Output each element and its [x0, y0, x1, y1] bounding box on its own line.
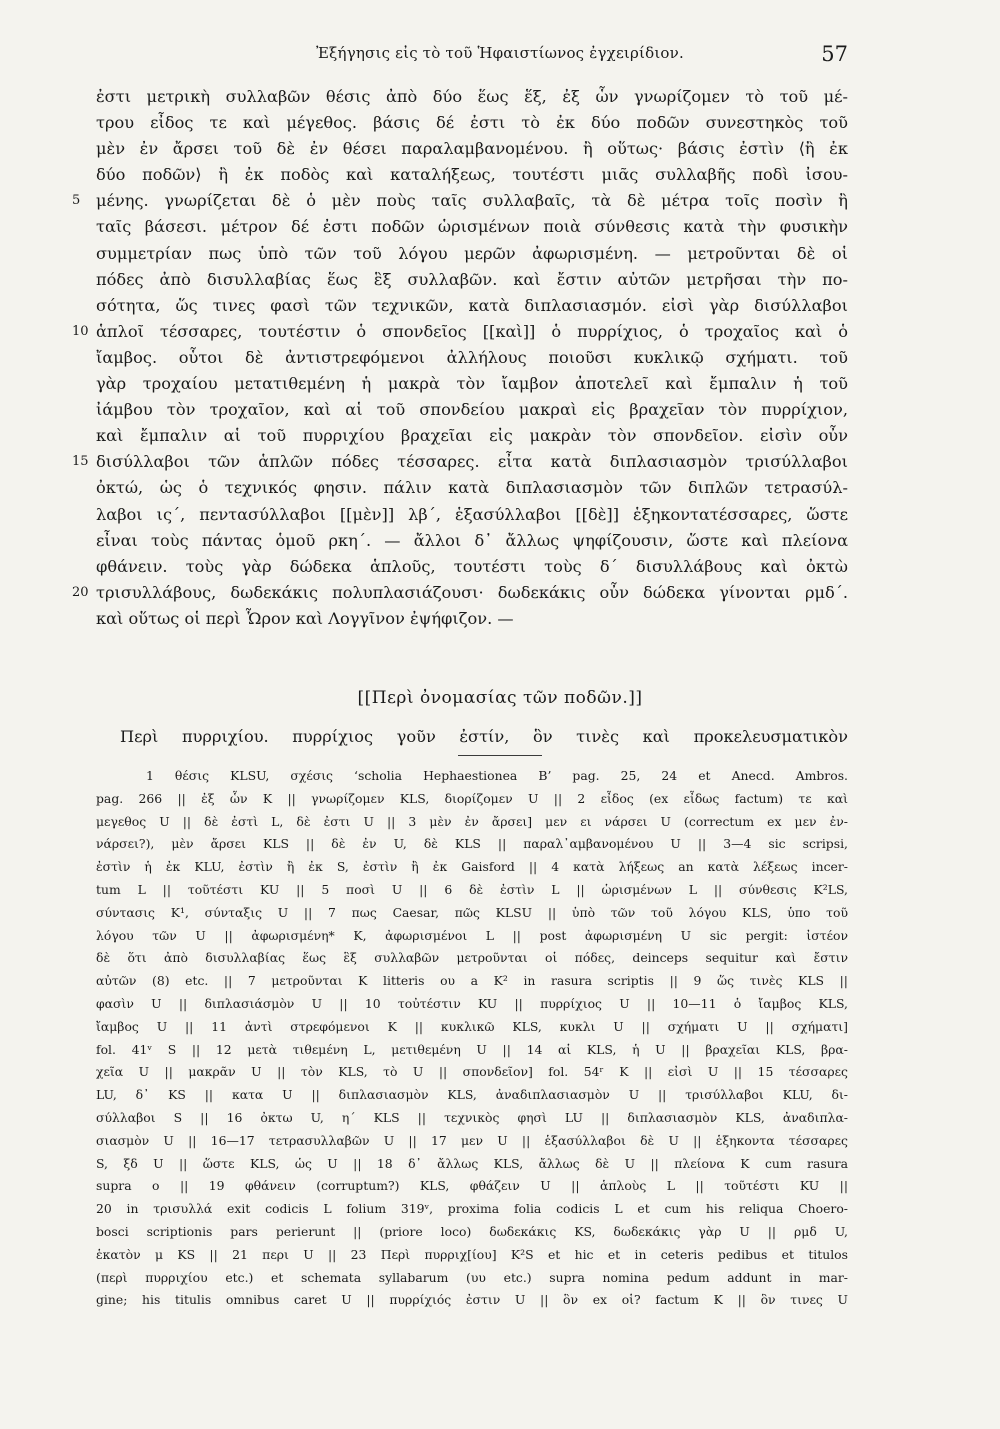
apparatus-line: supra ο || 19 φθάνειν (corruptum?) KLS, φθάζειν U || ἁπλοὺς L || τοῦτέστι KU ||: [96, 1178, 848, 1194]
line-text: καὶ ἔμπαλιν αἱ τοῦ πυρριχίου βραχεῖαι εἰς μακρὰν τὸν σπονδεῖον. εἰσὶν οὖν: [96, 426, 848, 446]
line-text: δύο ποδῶν⟩ ἢ ἐκ ποδὸς καὶ καταλήξεως, τουτέστι μιᾶς συλλαβῆς ποδὶ ἰσου-: [96, 165, 848, 185]
text-line: [96, 606, 848, 632]
apparatus-line: pag. 266 || ἐξ ὧν K || γνωρίζομεν KLS, διορίζομεν U || 2 εἶδος (ex εἶδως factum) τε καὶ: [96, 790, 848, 806]
apparatus-line: bosci scriptionis pars perierunt || (priore loco) δωδεκάκις KS, δωδεκάκις γὰρ U || ρμδ U,: [96, 1223, 848, 1239]
section-heading: [[Περὶ ὀνομασίας τῶν ποδῶν.]]: [357, 688, 643, 708]
text-line: [72, 449, 848, 475]
line-text: δισύλλαβοι τῶν ἁπλῶν πόδες τέσσαρες. εἶτα κατὰ διπλασιασμὸν τρισύλλαβοι: [96, 452, 848, 472]
apparatus-line: δὲ ὅτι ἀπὸ δισυλλαβίας ἕως ἓξ συλλαβῶν μετροῦνται οἱ πόδες, deinceps sequitur καὶ ἔστιν: [96, 950, 848, 966]
line-text: συμμετρίαν πως ὑπὸ τῶν τοῦ λόγου μερῶν ἀφωρισμένη. — μετροῦνται δὲ οἱ: [96, 243, 848, 263]
text-line: [96, 475, 848, 501]
apparatus-line: χεῖα U || μακρᾶν U || τὸν KLS, τὸ U || σπονδεῖον] fol. 54ʳ K || εἰσὶ U || 15 τέσσαρες: [96, 1064, 848, 1080]
apparatus-line: νάρσει?), μὲν ἄρσει KLS || δὲ ἐν U, δὲ KLS || παραλ᾽αμβανομένου U || 3—4 sic scripsi,: [96, 836, 848, 852]
text-line: [72, 188, 848, 214]
line-number: 20: [72, 584, 89, 600]
apparatus-line: S, ξδ U || ὥστε KLS, ὡς U || 18 δ᾽ ἄλλως KLS, ἄλλως δὲ U || πλείονα K cum rasura: [96, 1155, 848, 1171]
apparatus-line: fol. 41ᵛ S || 12 μετὰ τιθεμένη L, μετιθεμένη U || 14 αἱ KLS, ἡ U || βραχεῖαι KLS, βρα-: [96, 1041, 848, 1057]
text-line: [96, 397, 848, 423]
text-line: [96, 371, 848, 397]
text-line: [96, 423, 848, 449]
text-line: [96, 241, 848, 267]
line-text: εἶναι τοὺς πάντας ὁμοῦ ρκη´. — ἄλλοι δ᾽ ἄλλως ψηφίζουσιν, ὥστε καὶ πλείονα: [96, 530, 848, 550]
running-title: Ἐξήγησις εἰς τὸ τοῦ Ἡφαιστίωνος ἐγχειρίδιον.: [316, 44, 684, 62]
apparatus-line: gine; his titulis omnibus caret U || πυρρίχιός ἐστιν U || ὃν ex οἱ? factum K || ὃν τινες U: [96, 1292, 848, 1308]
apparatus-line: ἐστὶν ἡ ἐκ KLU, ἐστὶν ἢ ἐκ S, ἐστὶν ἢ ἐκ Gaisford || 4 κατὰ λήξεως an κατὰ λέξεως incer-: [96, 859, 848, 875]
line-text: ἴαμβος. οὗτοι δὲ ἀντιστρεφόμενοι ἀλλήλους ποιοῦσι κυκλικῷ σχήματι. τοῦ: [96, 347, 848, 367]
apparatus-line: ἑκατὸν μ KS || 21 περι U || 23 Περὶ πυρριχ[ίου] K²S et hic et in ceteris pedibus et titulos: [96, 1246, 848, 1262]
line-number: 15: [72, 454, 89, 470]
line-number: 10: [72, 323, 89, 339]
main-text-block: [72, 84, 848, 632]
text-line: [96, 554, 848, 580]
line-text: ἁπλοῖ τέσσαρες, τουτέστιν ὁ σπονδεῖος [[καὶ]] ὁ πυρρίχιος, ὁ τροχαῖος καὶ ὁ: [96, 321, 848, 341]
apparatus-line: ἴαμβος U || 11 ἀντὶ στρεφόμενοι K || κυκλικῶ KLS, κυκλι U || σχήματι U || σχήματι]: [96, 1018, 848, 1034]
text-line: [96, 293, 848, 319]
line-text: καὶ οὕτως οἱ περὶ Ὧρον καὶ Λογγῖνον ἐψήφιζον. —: [96, 608, 514, 628]
apparatus-line: (περὶ πυρριχίου etc.) et schemata syllabarum (υυ etc.) supra nomina pedum addunt in mar-: [96, 1269, 848, 1285]
apparatus-line: 1 θέσις KLSU, σχέσις ‘scholia Hephaestionea B’ pag. 25, 24 et Anecd. Ambros.: [146, 768, 848, 783]
apparatus-line: μεγεθος U || δὲ ἐστὶ L, δὲ ἐστι U || 3 μὲν ἐν ἄρσει] μεν ει νάρσει U (correctum ex μεν ἐν-: [96, 813, 848, 829]
line-text: ταῖς βάσεσι. μέτρον δέ ἐστι ποδῶν ὡρισμένων ποιὰ σύνθεσις κατὰ τὴν φυσικὴν: [96, 217, 848, 237]
line-text: πόδες ἀπὸ δισυλλαβίας ἕως ἓξ συλλαβῶν. καὶ ἔστιν αὐτῶν μετρῆσαι τὴν πο-: [96, 269, 848, 289]
line-text: σότητα, ὥς τινες φασὶ τῶν τεχνικῶν, κατὰ διπλασιασμόν. εἰσὶ γὰρ δισύλλαβοι: [96, 295, 848, 315]
critical-apparatus: [96, 765, 848, 1312]
footnote-rule: [458, 755, 542, 756]
apparatus-line: LU, δ᾽ KS || κατα U || διπλασιασμὸν KLS, ἀναδιπλασιασμὸν U || τρισύλλαβοι KLU, δι-: [96, 1087, 848, 1103]
line-text: μένης. γνωρίζεται δὲ ὁ μὲν ποὺς ταῖς συλλαβαῖς, τὰ δὲ μέτρα τοῖς ποσὶν ἢ: [96, 191, 848, 211]
running-head: [0, 44, 1000, 68]
line-text: ἰάμβου τὸν τροχαῖον, καὶ αἱ τοῦ σπονδείου μακραὶ εἰς βραχεῖαν τὸν πυρρίχιον,: [96, 400, 848, 420]
apparatus-line: σύλλαβοι S || 16 ὀκτω U, η´ KLS || τεχνικὸς φησὶ LU || διπλασιασμὸν KLS, ἀναδιπλα-: [96, 1109, 848, 1125]
line-text: γὰρ τροχαίου μετατιθεμένη ἡ μακρὰ τὸν ἴαμβον ἀποτελεῖ καὶ ἔμπαλιν ἡ τοῦ: [96, 374, 848, 394]
text-line: [96, 345, 848, 371]
text-line: [72, 580, 848, 606]
line-text: λαβοι ις´, πεντασύλλαβοι [[μὲν]] λβ´, ἑξασύλλαβοι [[δὲ]] ἑξηκοντατέσσαρες, ὥστε: [96, 504, 848, 524]
text-line: [96, 502, 848, 528]
apparatus-line: σύντασις K¹, σύνταξις U || 7 πως Caesar, πῶς KLSU || ὑπὸ τῶν τοῦ λόγου KLS, ὑπο τοῦ: [96, 904, 848, 920]
text-line: [96, 162, 848, 188]
paragraph-line: Περὶ πυρριχίου. πυρρίχιος γοῦν ἐστίν, ὃν τινὲς καὶ προκελευσματικὸν: [120, 727, 848, 746]
text-line: [96, 136, 848, 162]
apparatus-line: φασὶν U || διπλασιάσμὸν U || 10 τοὐτέστιν KU || πυρρίχιος U || 10—11 ὁ ἴαμβος KLS,: [96, 995, 848, 1011]
line-number: 5: [72, 193, 81, 209]
text-line: [96, 214, 848, 240]
apparatus-line: λόγου τῶν U || ἀφωρισμένη* K, ἀφωρισμένοι L || post ἀφωρισμένη U sic pergit: ἰστέον: [96, 927, 848, 943]
line-text: ἐστι μετρικὴ συλλαβῶν θέσις ἀπὸ δύο ἕως ἕξ, ἐξ ὧν γνωρίζομεν τὸ τοῦ μέ-: [96, 87, 848, 106]
text-line: [96, 267, 848, 293]
text-line: [96, 528, 848, 554]
text-line: [72, 319, 848, 345]
apparatus-line: 20 in τρισυλλά exit codicis L folium 319ᵛ, proxima folia codicis L et cum his reliqua Choero-: [96, 1201, 848, 1217]
line-text: μὲν ἐν ἄρσει τοῦ δὲ ἐν θέσει παραλαμβανομένου. ἢ οὕτως· βάσις ἐστὶν ⟨ἢ ἐκ: [96, 139, 848, 159]
page-number: 57: [821, 42, 848, 66]
line-text: τρου εἶδος τε καὶ μέγεθος. βάσις δέ ἐστι τὸ ἐκ δύο ποδῶν συνεστηκὸς τοῦ: [96, 113, 848, 133]
line-text: τρισυλλάβους, δωδεκάκις πολυπλασιάζουσι· δωδεκάκις οὖν δώδεκα γίνονται ρμδ´.: [96, 582, 848, 602]
text-line: [96, 84, 848, 110]
line-text: φθάνειν. τοὺς γὰρ δώδεκα ἁπλοῦς, τουτέστι τοὺς δ´ δισυλλάβους καὶ ὀκτὼ: [96, 556, 848, 576]
line-text: ὀκτώ, ὡς ὁ τεχνικός φησιν. πάλιν κατὰ διπλασιασμὸν τῶν διπλῶν τετρασύλ-: [96, 478, 848, 498]
apparatus-line: tum L || τοῦτέστι KU || 5 ποσὶ U || 6 δὲ ἐστὶν L || ὡρισμένων L || σύνθεσις K²LS,: [96, 881, 848, 897]
text-line: [96, 110, 848, 136]
apparatus-line: αὐτῶν (8) etc. || 7 μετροῦνται K litteris ου a K² in rasura scriptis || 9 ὥς τινὲς KLS ||: [96, 973, 848, 989]
apparatus-line: σιασμὸν U || 16—17 τετρασυλλαβῶν U || 17 μεν U || ἑξασύλλαβοι δὲ U || ἑξηκοντα τέσσαρες: [96, 1132, 848, 1148]
